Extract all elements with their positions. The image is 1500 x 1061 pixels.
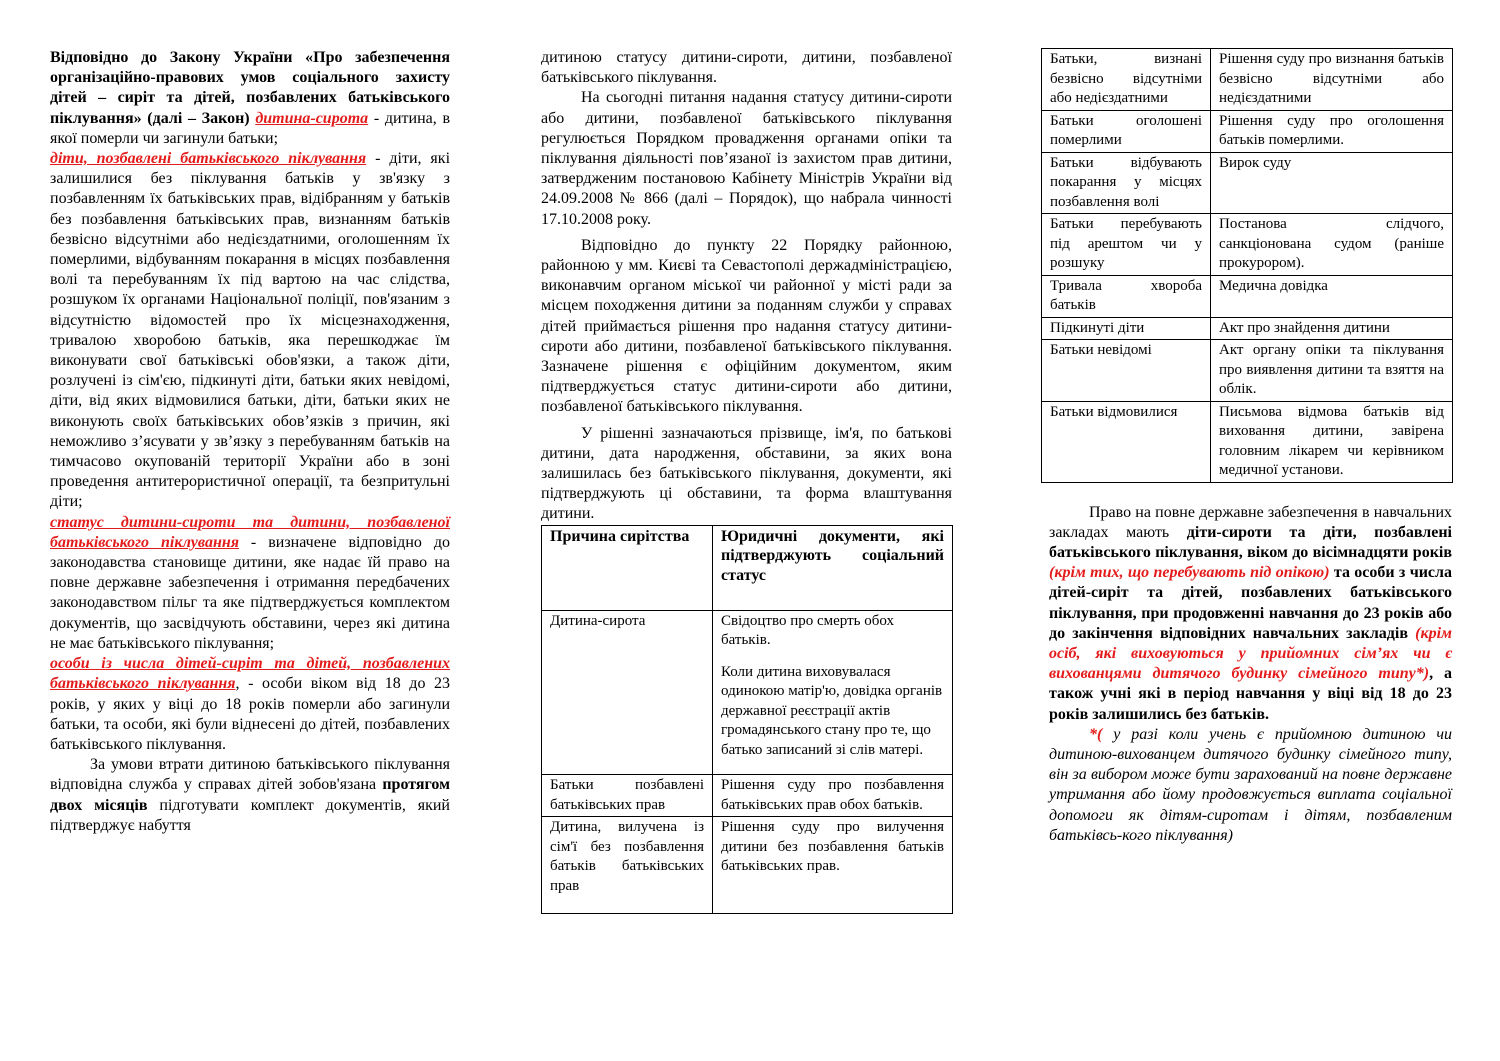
middle-column	[541, 48, 952, 914]
cell-doc-line2: Коли дитина виховувалася одинокою матір'ю, довідка органів державної реєстрації актів громадянського стану про те, що батько записаний зі слів матері.	[721, 663, 943, 758]
cell-cause: Дитина-сирота	[542, 610, 713, 775]
table-row	[542, 775, 953, 817]
cell-doc	[713, 610, 953, 775]
cell-cause: Підкинуті діти	[1042, 317, 1211, 340]
table-row	[1042, 214, 1453, 276]
intro-text: Відповідно до Закону України «Про забезпечення організаційно-правових умов соціального захисту дітей – сиріт та дітей, позбавлених батьківського піклування» (далі – Закон)	[50, 49, 450, 127]
def-status: - визначене відповідно до законодавства становище дитини, яке надає їй право на повне державне забезпечення і отримання передбачених законодавством пільг та яке підтверджується комплектом документів, що засвідчують обставини, через які дитина не має батьківського піклування;	[50, 533, 450, 652]
table-row	[1042, 340, 1453, 402]
cell-doc: Рішення суду про оголошення батьків померлими.	[1211, 110, 1453, 152]
left-column	[50, 48, 450, 836]
table-row	[1042, 49, 1453, 111]
continuation-text: дитиною статусу дитини-сироти, дитини, позбавленої батьківського піклування.	[541, 49, 952, 87]
loss-text-c: підготувати комплект документів, який підтверджує набуття	[50, 796, 450, 834]
cell-doc: Вирок суду	[1211, 152, 1453, 214]
paragraph-loss	[50, 755, 450, 836]
table-row	[1042, 110, 1453, 152]
rights-exception-foster: (крім осіб, які виховуються у прийомних сім’ях чи є вихованцями дитячого будинку сімейного типу*)	[1049, 624, 1452, 683]
table-row	[1042, 317, 1453, 340]
paragraph-rights	[1041, 503, 1452, 725]
definition-deprived	[50, 149, 450, 513]
cell-cause: Батьки відмовилися	[1042, 401, 1211, 482]
paragraph-decision: Відповідно до пункту 22 Порядку районною, районною у мм. Києві та Севастополі держадміністрацією, виконавчим органом міської чи районної у місті ради за місцем походження дитини за поданням служби у справах дітей приймається рішення про надання статусу дитини-сироти або дитини, позбавленої батьківського піклування. Зазначене рішення є офіційним документом, яким підтверджується статус дитини-сироти або дитини, позбавленої батьківського піклування.	[541, 236, 952, 416]
definition-status	[50, 513, 450, 654]
table-row	[1042, 152, 1453, 214]
table-row	[542, 817, 953, 914]
footnote-marker: *(	[1089, 725, 1103, 743]
loss-text-a: За умови втрати дитиною батьківського піклування відповідна служба у справах дітей зобов'язана	[50, 756, 450, 794]
cell-doc: Акт про знайдення дитини	[1211, 317, 1453, 340]
def-deprived: - діти, які залишилися без піклування батьків у зв'язку з позбавленням їх батьківських прав, відібранням у батьків без позбавлення батьківських прав, визнанням батьків безвісно відсутніми або недієздатними, оголошенням їх померлими, відбуванням покарання в місцях позбавлення волі та перебуванням їх під вартою на час слідства, розшуком їх органами Національної поліції, пов'язаним з відсутністю відомостей про їх місцезнаходження, тривалою хворобою батьків, яка перешкоджає їм виконувати свої батьківські обов'язки, а також діти, розлучені із сім'єю, підкинуті діти, батьки яких невідомі, діти, від яких відмовилися батьки, діти, батьки яких не виконують своїх батьківських обов’язків з причин, які неможливо з’ясувати у зв’язку з перебуванням батьків на тимчасово окупованій території України або в зоні проведення антитерористичної операції, та безпритульні діти;	[50, 150, 451, 511]
status-documents-table-continued	[1041, 48, 1453, 483]
paragraph-order: На сьогодні питання надання статусу дитини-сироти або дитини, позбавленої батьківського піклування регулюється Порядком провадження органами опіки та піклування діяльності пов’язаної із захистом прав дитини, затвердженим постановою Кабінету Міністрів України від 24.09.2008 № 866 (далі – Порядок), що набрала чинності 17.10.2008 року.	[541, 89, 952, 228]
cell-doc: Рішення суду про вилучення дитини без позбавлення батьків батьківських прав.	[713, 817, 953, 914]
term-status: статус дитини-сироти та дитини, позбавленої батьківського піклування	[50, 513, 450, 551]
cell-cause: Батьки оголошені померлими	[1042, 110, 1211, 152]
cell-doc-line1: Свідоцтво про смерть обох батьків.	[721, 612, 894, 649]
cell-doc: Рішення суду про визнання батьків безвісно відсутніми або недієздатними	[1211, 49, 1453, 111]
paragraph-content: У рішенні зазначаються прізвище, ім'я, по батькові дитини, дата народження, обставини, за яких вона залишилась без батьківського піклування, документи, які підтверджують ці обставини, та форма влаштування дитини.	[541, 424, 952, 523]
table-header-row	[542, 525, 953, 610]
term-persons: особи із числа дітей-сиріт та дітей, позбавлених батьківського піклування	[50, 655, 450, 693]
cell-cause: Батьки позбавлені батьківських прав	[542, 775, 713, 817]
cell-doc: Рішення суду про позбавлення батьківських прав обох батьків.	[713, 775, 953, 817]
cell-cause: Тривала хвороба батьків	[1042, 275, 1211, 317]
rights-text-f: , а також учні які в період навчання у віці від 18 до 23 років залишились без батьків.	[1049, 665, 1452, 723]
term-orphan: дитина-сирота	[255, 109, 369, 127]
header-cause: Причина сирітства	[542, 525, 713, 610]
right-column	[1041, 48, 1452, 846]
rights-text-d: та особи з числа дітей-сиріт та дітей, позбавлених батьківського піклування, при продовженні навчання до 23 років або до закінчення відповідних навчальних закладів	[1049, 564, 1453, 642]
cell-doc: Постанова слідчого, санкціонована судом (раніше прокурором).	[1211, 214, 1453, 276]
definition-persons	[50, 654, 450, 755]
cell-cause: Батьки відбувають покарання у місцях позбавлення волі	[1042, 152, 1211, 214]
cell-doc: Письмова відмова батьків від виховання дитини, завірена головним лікарем чи керівником медичної установи.	[1211, 401, 1453, 482]
rights-text-a: Право на повне державне забезпечення в навчальних закладах мають	[1049, 503, 1452, 541]
table-row	[542, 610, 953, 775]
footnote-text: у разі коли учень є прийомною дитиною чи дитиною-вихованцем дитячого будинку сімейного типу, він за вибором може бути зарахований на повне державне утримання або йому продовжується виплата соціальної допомоги як дітям-сиротам і дітям, позбавленим батьківсь-кого піклування)	[1049, 725, 1452, 844]
cell-doc: Медична довідка	[1211, 275, 1453, 317]
rights-text-b: діти-сироти та діти, позбавлені батьківського піклування, віком до вісімнадцяти років	[1049, 523, 1452, 561]
rights-exception-guardianship: (крім тих, що перебувають під опікою)	[1049, 564, 1330, 582]
loss-deadline: протягом двох місяців	[50, 776, 450, 814]
table-row	[1042, 401, 1453, 482]
def-persons: , - особи віком від 18 до 23 років, у яких у віці до 18 років померли або загинули батьки, та особи, які були віднесені до дітей, позбавлених батьківського піклування.	[50, 675, 450, 753]
term-deprived: діти, позбавлені батьківського піклування	[50, 150, 367, 168]
def-orphan: - дитина, в якої померли чи загинули батьки;	[50, 109, 451, 147]
cell-cause: Дитина, вилучена із сім'ї без позбавлення батьків батьківських прав	[542, 817, 713, 914]
cell-cause: Батьки перебувають під арештом чи у розшуку	[1042, 214, 1211, 276]
status-documents-table	[541, 525, 953, 915]
footnote	[1041, 725, 1452, 846]
cell-cause: Батьки невідомі	[1042, 340, 1211, 402]
header-docs: Юридичні документи, які підтверджують соціальний статус	[713, 525, 953, 610]
table-row	[1042, 275, 1453, 317]
cell-doc: Акт органу опіки та піклування про виявлення дитини та взяття на облік.	[1211, 340, 1453, 402]
definitions-block	[50, 48, 450, 149]
cell-cause: Батьки, визнані безвісно відсутніми або недієздатними	[1042, 49, 1211, 111]
